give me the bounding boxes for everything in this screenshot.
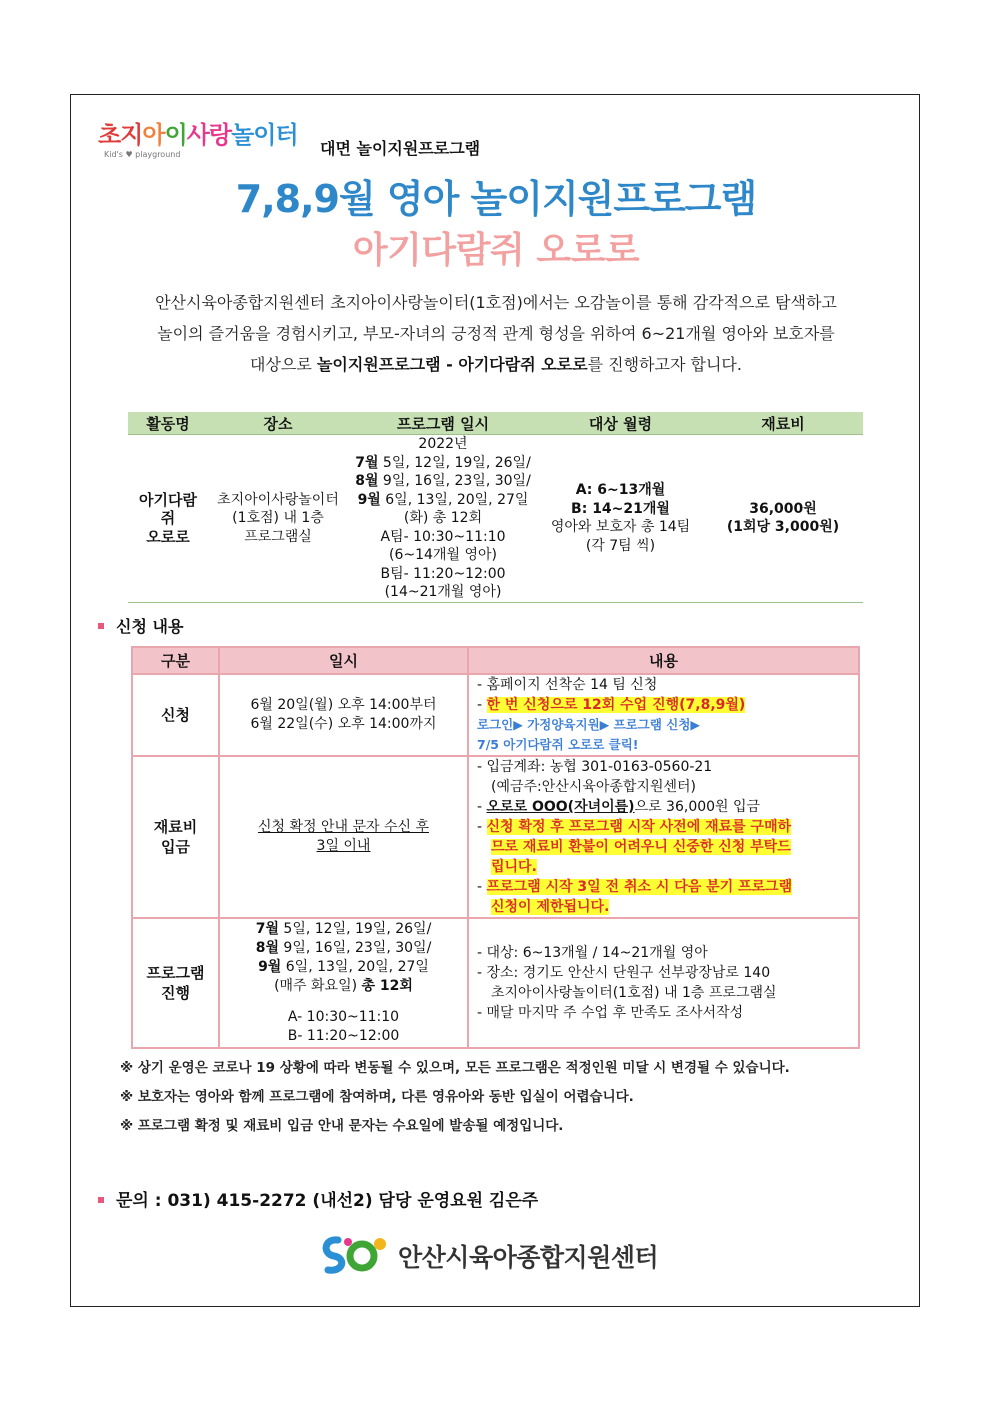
header-activity: 활동명 (128, 412, 208, 435)
center-logo (318, 1232, 659, 1276)
row-label: 프로그램 진행 (132, 918, 219, 1048)
homepage-link-hint: 7/5 아기다람쥐 오로로 클릭! (477, 737, 639, 752)
logo-text: 초지아이사랑놀이터 (98, 121, 298, 149)
bullet-square-icon (98, 623, 104, 629)
section-heading-apply: 신청 내용 (98, 614, 183, 637)
notes: ※ 상기 운영은 코로나 19 상황에 따라 변동될 수 있으며, 모든 프로그램은 적정인원 미달 시 변경될 수 있습니다. ※ 보호자는 영아와 함께 프로그램에 참여하며, 다른 영유아와 동반 입실이 어렵습니다. ※ 프로그램 확정 및 재료비 입금 안내 문자는 수요일에 발송될 예정입니다. (120, 1060, 790, 1134)
table-row (128, 435, 863, 603)
table-row-apply (132, 674, 859, 756)
application-table (131, 646, 860, 1049)
row-label: 재료비 입금 (132, 756, 219, 918)
activity-name: 아기다람 쥐 오로로 (128, 435, 208, 603)
target-age: A: 6~13개월 B: 14~21개월 영아와 보호자 총 14팀 (각 7팀 씩) (538, 435, 703, 603)
header-fee: 재료비 (703, 412, 863, 435)
row-dates: 6월 20일(월) 오후 14:00부터 6월 22일(수) 오후 14:00까지 (219, 674, 468, 756)
header-datetime: 일시 (219, 647, 468, 674)
row-dates: 7월 5일, 12일, 19일, 26일/ 8월 9일, 16일, 23일, 30일/ 9월 6일, 13일, 20일, 27일 (매주 화요일) 총 12회 A- 10:30~11:10 B- 11:20~12:00 (219, 918, 468, 1048)
program-title: 아기다람쥐 오로로 (352, 230, 640, 271)
table-header-row (128, 412, 863, 435)
header-content: 내용 (468, 647, 859, 674)
place: 초지아이사랑놀이터 (1호점) 내 1층 프로그램실 (208, 435, 348, 603)
fee: 36,000원 (1회당 3,000원) (703, 435, 863, 603)
page-title: 7,8,9월 영아 놀이지원프로그램 (235, 177, 757, 221)
kids-playground-logo (98, 122, 308, 162)
logo-subtext: Kid's ♥ playground (104, 150, 181, 159)
intro-paragraph: 안산시육아종합지원센터 초지아이사랑놀이터(1호점)에서는 오감놀이를 통해 감각적으로 탐색하고 놀이의 즐거움을 경험시키고, 부모-자녀의 긍정적 관계 형성을 위하여 6~21개월 영아와 보호자를 대상으로 놀이지원프로그램 - 아기다람쥐 오로로를 진행하고자 합니다. (155, 293, 837, 374)
header-target-age: 대상 월령 (538, 412, 703, 435)
row-content: - 대상: 6~13개월 / 14~21개월 영아 - 장소: 경기도 안산시 단원구 선부광장남로 140 초지아이사랑놀이터(1호점) 내 1층 프로그램실 - 매달 마지막 주 수업 후 만족도 조사서작성 (468, 918, 859, 1048)
bullet-square-icon (98, 1197, 104, 1203)
program-info-table (128, 412, 863, 603)
header-place: 장소 (208, 412, 348, 435)
table-row-payment (132, 756, 859, 918)
center-emblem-icon (318, 1232, 390, 1276)
header-schedule: 프로그램 일시 (348, 412, 538, 435)
row-content: - 홈페이지 선착순 14 팀 신청 - 한 번 신청으로 12회 수업 진행(7,8,9월) 로그인▶ 가정양육지원▶ 프로그램 신청▶ 7/5 아기다람쥐 오로로 클릭! (468, 674, 859, 756)
row-label: 신청 (132, 674, 219, 756)
homepage-path: 로그인▶ 가정양육지원▶ 프로그램 신청▶ (477, 717, 701, 732)
table-header-row (132, 647, 859, 674)
schedule: 2022년 7월 5일, 12일, 19일, 26일/ 8월 9일, 16일, 23일, 30일/ 9월 6일, 13일, 20일, 27일 (화) 총 12회 A팀- 10:30~11:10 (6~14개월 영아) B팀- 11:20~12:00 (14~21개월 영아) (348, 435, 538, 603)
center-name: 안산시육아종합지원센터 (398, 1243, 659, 1272)
header-category: 구분 (132, 647, 219, 674)
row-content: - 입금계좌: 농협 301-0163-0560-21 (예금주:안산시육아종합지원센터) - 오로로 OOO(자녀이름)으로 36,000원 입금 - 신청 확정 후 프로그램 시작 사전에 재료를 구매하 므로 재료비 환불이 어려우니 신중한 신청 부탁드 립니다. - 프로그램 시작 3일 전 취소 시 다음 분기 프로그램 신청이 제한됩니다. (468, 756, 859, 918)
contact-info: 문의 : 031) 415-2272 (내선2) 담당 운영요원 김은주 (98, 1186, 538, 1211)
row-dates: 신청 확정 안내 문자 수신 후 3일 이내 (219, 756, 468, 918)
table-row-progress (132, 918, 859, 1048)
subtitle: 대면 놀이지원프로그램 (320, 139, 481, 158)
